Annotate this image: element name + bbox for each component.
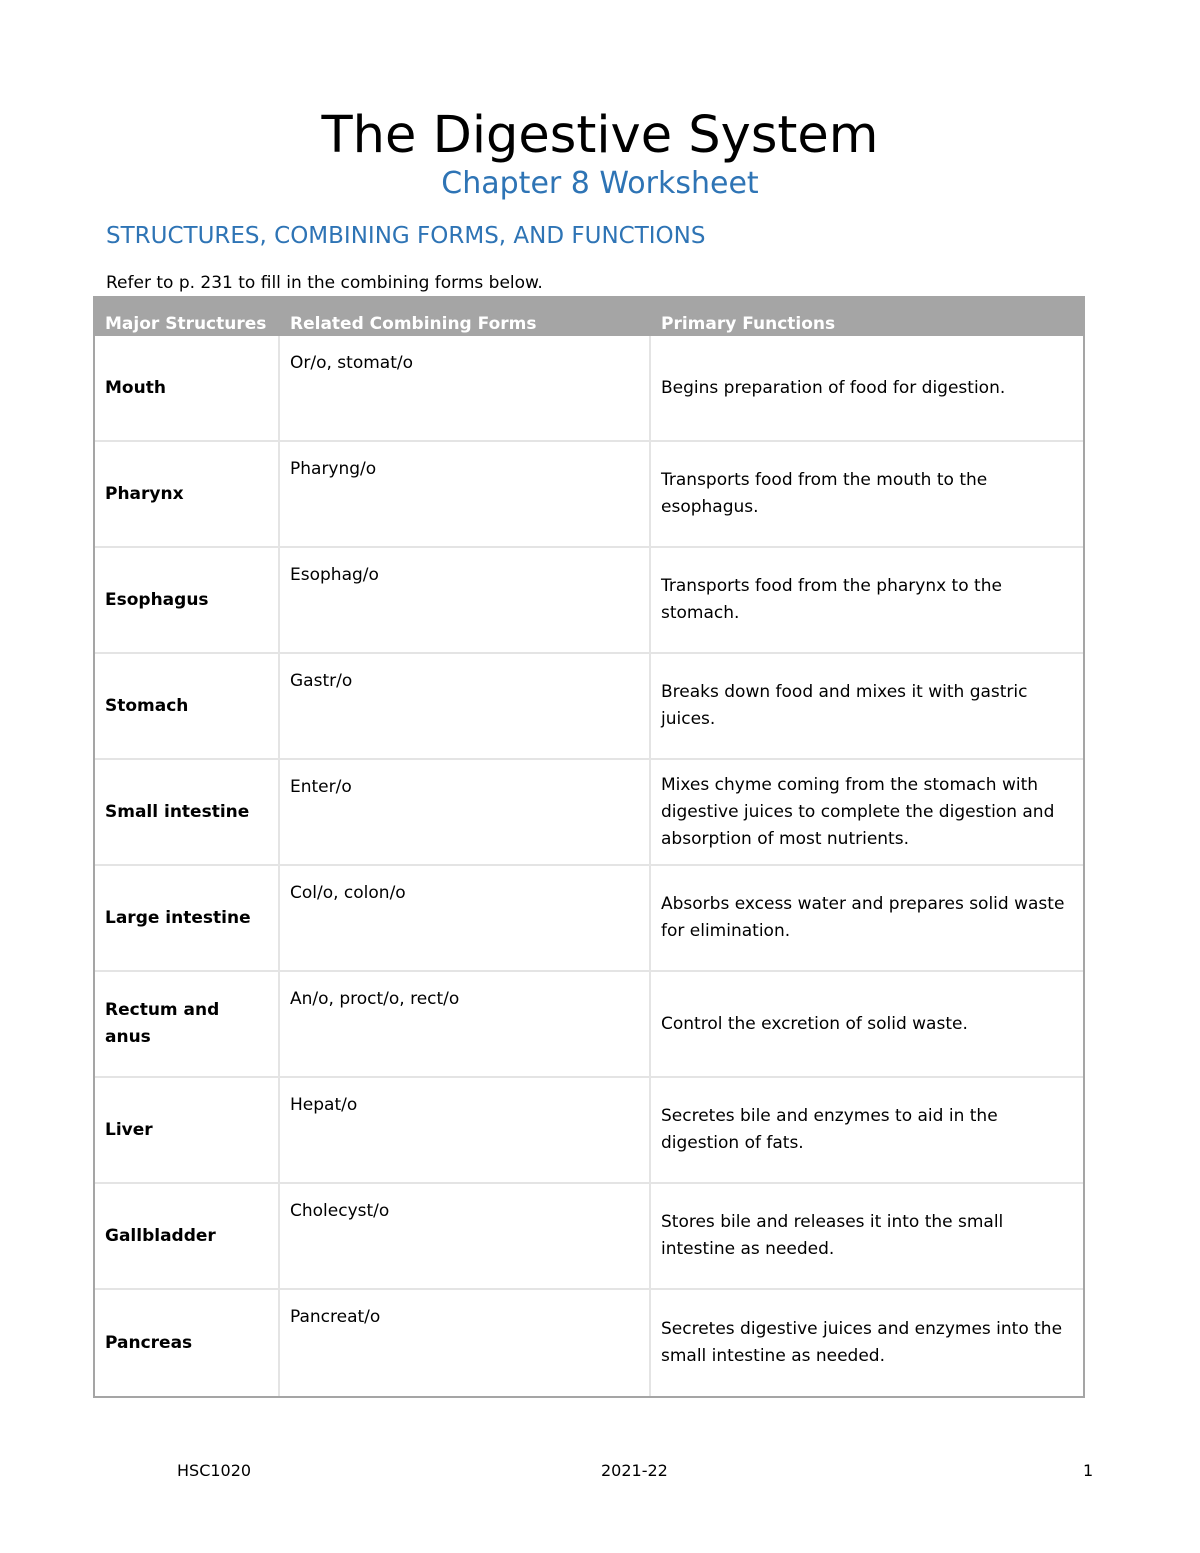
combining-forms-cell[interactable]: Or/o, stomat/o — [280, 336, 651, 440]
combining-forms-cell[interactable]: An/o, proct/o, rect/o — [280, 972, 651, 1076]
function-cell: Transports food from the pharynx to the stomach. — [661, 576, 1002, 623]
combining-forms-table — [93, 296, 1085, 1398]
structure-cell: Small intestine — [95, 760, 280, 864]
function-cell: Absorbs excess water and prepares solid waste for elimination. — [661, 894, 1065, 941]
document-subtitle: Chapter 8 Worksheet — [441, 166, 759, 201]
combining-forms-cell[interactable]: Enter/o — [280, 760, 651, 864]
structure-cell: Rectum and anus — [95, 972, 280, 1076]
section-heading: STRUCTURES, COMBINING FORMS, AND FUNCTIONS — [106, 223, 706, 249]
table-header-row — [95, 298, 1083, 336]
function-cell: Secretes bile and enzymes to aid in the digestion of fats. — [661, 1106, 998, 1153]
function-cell: Secretes digestive juices and enzymes into the small intestine as needed. — [661, 1319, 1063, 1366]
structure-cell: Liver — [95, 1078, 280, 1182]
table-row — [95, 548, 1083, 654]
document-title: The Digestive System — [321, 106, 879, 165]
structure-cell: Gallbladder — [95, 1184, 280, 1288]
table-row — [95, 336, 1083, 442]
function-cell: Begins preparation of food for digestion. — [661, 377, 1006, 398]
structure-cell: Esophagus — [95, 548, 280, 652]
structure-cell: Stomach — [95, 654, 280, 758]
function-cell: Mixes chyme coming from the stomach with digestive juices to complete the digestion and absorption of most nutrients. — [661, 774, 1055, 849]
footer-course-code: HSC1020 — [177, 1461, 252, 1480]
footer-academic-year: 2021-22 — [601, 1461, 668, 1480]
structure-cell: Large intestine — [95, 866, 280, 970]
combining-forms-cell[interactable]: Pharyng/o — [280, 442, 651, 546]
combining-forms-cell[interactable]: Pancreat/o — [280, 1290, 651, 1396]
header-major-structures: Major Structures — [105, 314, 267, 334]
combining-forms-cell[interactable]: Cholecyst/o — [280, 1184, 651, 1288]
footer-page-number: 1 — [1083, 1461, 1094, 1480]
header-combining-forms: Related Combining Forms — [290, 314, 537, 334]
header-primary-functions: Primary Functions — [661, 314, 836, 334]
table-row — [95, 654, 1083, 760]
instructions-text: Refer to p. 231 to fill in the combining forms below. — [106, 273, 543, 293]
structure-cell: Pancreas — [95, 1290, 280, 1396]
function-cell: Stores bile and releases it into the small intestine as needed. — [661, 1212, 1004, 1259]
table-row — [95, 760, 1083, 866]
combining-forms-cell[interactable]: Esophag/o — [280, 548, 651, 652]
table-row — [95, 866, 1083, 972]
table-row — [95, 1184, 1083, 1290]
table-row — [95, 442, 1083, 548]
combining-forms-cell[interactable]: Col/o, colon/o — [280, 866, 651, 970]
combining-forms-cell[interactable]: Hepat/o — [280, 1078, 651, 1182]
function-cell: Control the excretion of solid waste. — [661, 1013, 968, 1034]
table-row — [95, 972, 1083, 1078]
structure-cell: Mouth — [95, 336, 280, 440]
combining-forms-cell[interactable]: Gastr/o — [280, 654, 651, 758]
table-row — [95, 1290, 1083, 1396]
table-row — [95, 1078, 1083, 1184]
function-cell: Transports food from the mouth to the esophagus. — [661, 470, 988, 517]
function-cell: Breaks down food and mixes it with gastric juices. — [661, 682, 1028, 729]
structure-cell: Pharynx — [95, 442, 280, 546]
